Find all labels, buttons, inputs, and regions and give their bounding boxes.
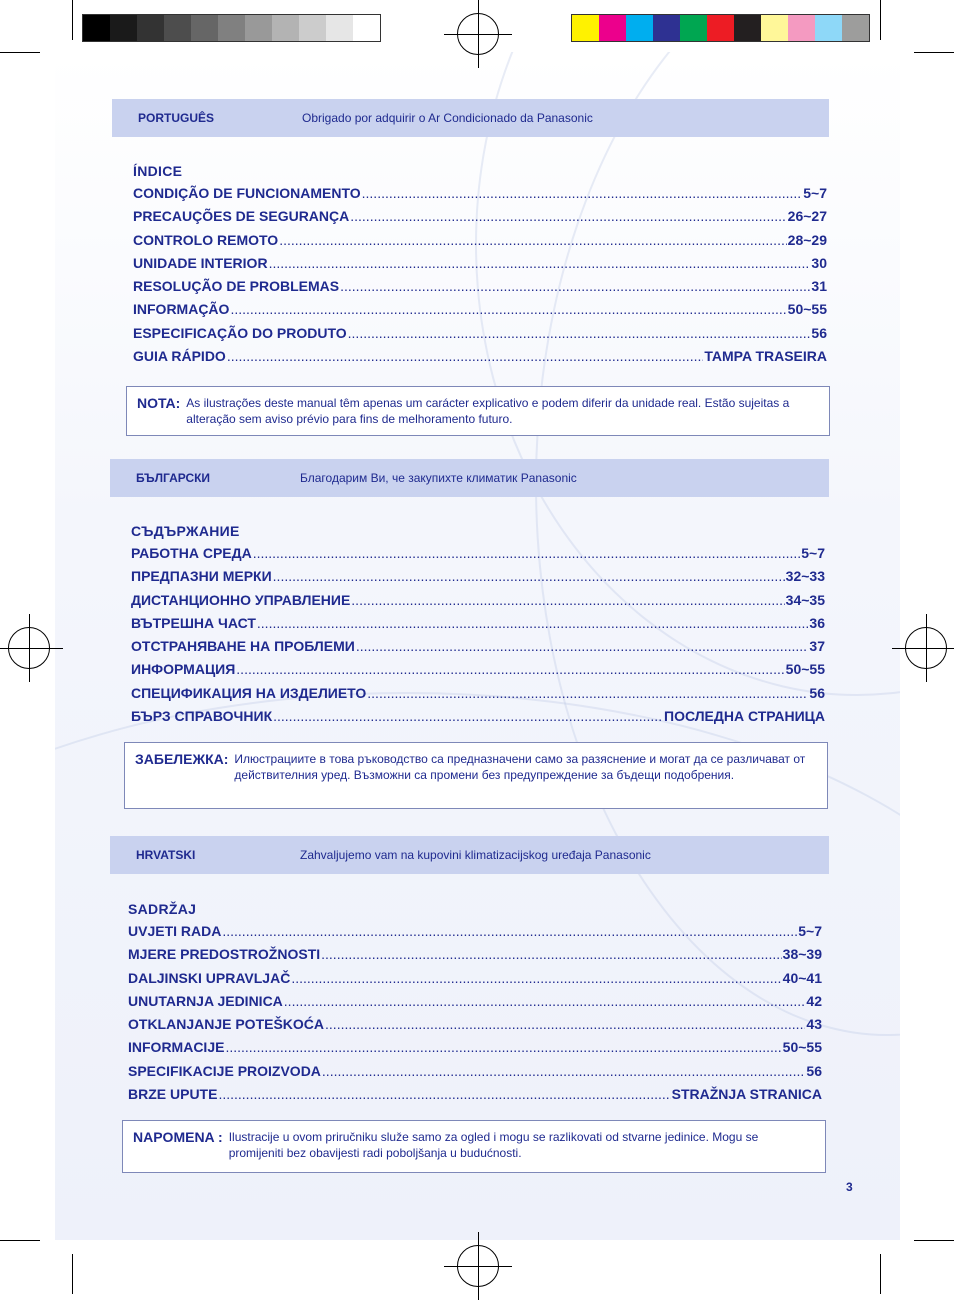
toc-entry[interactable]: [133, 301, 827, 324]
dot-leader: [230, 301, 786, 317]
color-swatch: [326, 15, 353, 41]
table-of-contents: [131, 523, 825, 731]
color-swatch: [680, 15, 707, 41]
color-swatch: [272, 15, 299, 41]
toc-entry-label: ИНФОРМАЦИЯ: [131, 661, 236, 678]
toc-entry[interactable]: [131, 615, 825, 638]
toc-title: SADRŽAJ: [128, 901, 197, 917]
toc-entry-label: DALJINSKI UPRAVLJAČ: [128, 969, 291, 986]
color-swatch: [653, 15, 680, 41]
toc-entry-label: MJERE PREDOSTROŽNOSTI: [128, 946, 321, 963]
toc-title: ÍNDICE: [133, 163, 183, 179]
toc-entry[interactable]: [133, 232, 827, 255]
note-label: ЗАБЕЛЕЖКА:: [135, 751, 229, 767]
toc-entry[interactable]: [133, 185, 827, 208]
dot-leader: [340, 278, 810, 294]
language-name: БЪЛГАРСКИ: [136, 471, 211, 485]
color-swatch: [572, 15, 599, 41]
dot-leader: [362, 185, 803, 201]
dot-leader: [227, 348, 704, 364]
dot-leader: [279, 232, 786, 248]
toc-entry-page: 50~55: [787, 301, 827, 318]
note-box: [126, 386, 830, 436]
color-swatch: [137, 15, 164, 41]
crop-mark: [880, 0, 881, 40]
toc-entry-page: 30: [811, 254, 827, 271]
note-text: Илюстрациите в това ръководство са предназначени само за разяснение и могат да се различават от действителния уред. Възможни са промени без предупреждение за бъдещи подобрения.: [234, 752, 806, 782]
language-header-band: [112, 99, 829, 137]
toc-entry-label: UVJETI RADA: [128, 923, 222, 939]
toc-entry-page: 43: [806, 1016, 822, 1033]
dot-leader: [367, 685, 808, 701]
toc-entry[interactable]: [131, 638, 825, 661]
toc-entry-label: UNIDADE INTERIOR: [133, 254, 268, 271]
color-swatch: [353, 15, 380, 41]
toc-entry[interactable]: [128, 1063, 822, 1086]
toc-entry-page: 56: [811, 324, 827, 341]
toc-entry-page: 40~41: [782, 969, 822, 986]
toc-entry-page: 31: [811, 278, 827, 295]
page-number: 3: [846, 1180, 853, 1194]
color-swatch: [626, 15, 653, 41]
toc-entry-page: 26~27: [787, 208, 827, 225]
toc-entry-label: SPECIFIKACIJE PROIZVODA: [128, 1062, 321, 1079]
toc-entry-label: CONTROLO REMOTO: [133, 231, 279, 248]
dot-leader: [356, 638, 809, 654]
registration-mark: [457, 1245, 499, 1287]
dot-leader: [222, 923, 797, 939]
toc-entry-page: 28~29: [787, 231, 827, 248]
color-swatch: [191, 15, 218, 41]
toc-title: СЪДЪРЖАНИЕ: [131, 523, 240, 539]
note-text: As ilustrações deste manual têm apenas um carácter explicativo e podem diferir da unidade real. Estão sujeitas a alteração sem aviso prévio para fins de melhoramento futuro.: [186, 396, 790, 426]
toc-entry-page: 50~55: [782, 1039, 822, 1056]
note-label: NOTA:: [137, 395, 181, 411]
toc-entry[interactable]: [128, 923, 822, 946]
toc-entry-label: UNUTARNJA JEDINICA: [128, 992, 283, 1009]
language-name: HRVATSKI: [136, 848, 196, 862]
dot-leader: [322, 1063, 806, 1079]
dot-leader: [273, 568, 785, 584]
toc-entry-page: 56: [809, 684, 825, 701]
color-swatch: [245, 15, 272, 41]
color-swatch: [788, 15, 815, 41]
toc-entry-label: ОТСТРАНЯВАНЕ НА ПРОБЛЕМИ: [131, 638, 355, 655]
color-swatch: [164, 15, 191, 41]
table-of-contents: [133, 163, 827, 371]
toc-entry-label: CONDIÇÃO DE FUNCIONAMENTO: [133, 185, 361, 201]
color-swatch: [299, 15, 326, 41]
toc-entry-page: 56: [806, 1062, 822, 1079]
toc-entry[interactable]: [133, 208, 827, 231]
dot-leader: [284, 993, 806, 1009]
color-swatch: [815, 15, 842, 41]
note-box: [122, 1120, 826, 1173]
dot-leader: [218, 1086, 670, 1102]
crop-mark: [0, 52, 40, 53]
crop-mark: [880, 1254, 881, 1294]
dot-leader: [291, 970, 781, 986]
toc-entry-page: 5~7: [801, 545, 825, 561]
toc-entry[interactable]: [133, 278, 827, 301]
toc-entry-label: ВЪТРЕШНА ЧАСТ: [131, 614, 256, 631]
registration-mark: [8, 627, 50, 669]
toc-entry[interactable]: [128, 993, 822, 1016]
dot-leader: [321, 946, 782, 962]
language-name: PORTUGUÊS: [138, 111, 215, 125]
registration-mark: [457, 13, 499, 55]
dot-leader: [236, 661, 784, 677]
toc-entry-page: 5~7: [798, 923, 822, 939]
color-swatch: [842, 15, 869, 41]
color-swatch: [218, 15, 245, 41]
toc-entry[interactable]: [131, 545, 825, 568]
toc-entry-page: STRAŽNJA STRANICA: [671, 1086, 822, 1103]
color-swatch: [110, 15, 137, 41]
toc-entry-label: СПЕЦИФИКАЦИЯ НА ИЗДЕЛИЕТО: [131, 684, 367, 701]
color-swatch: [707, 15, 734, 41]
toc-entry-label: PRECAUÇÕES DE SEGURANÇA: [133, 208, 350, 225]
thanks-message: Obrigado por adquirir o Ar Condicionado da Panasonic: [302, 111, 593, 125]
toc-entry[interactable]: [128, 1039, 822, 1062]
dot-leader: [273, 708, 663, 724]
toc-entry-page: 37: [809, 638, 825, 655]
note-box: [124, 742, 828, 809]
toc-entry[interactable]: [128, 946, 822, 969]
toc-entry-page: 38~39: [782, 946, 822, 963]
toc-entry-page: 36: [809, 614, 825, 631]
dot-leader: [350, 208, 786, 224]
toc-entry-page: 50~55: [785, 661, 825, 678]
dot-leader: [257, 615, 809, 631]
crop-mark: [72, 1254, 73, 1294]
toc-entry[interactable]: [133, 255, 827, 278]
toc-entry[interactable]: [131, 708, 825, 731]
dot-leader: [351, 592, 784, 608]
dot-leader: [225, 1039, 781, 1055]
grayscale-color-bar: [82, 14, 381, 42]
crop-mark: [914, 1240, 954, 1241]
toc-entry-label: ПРЕДПАЗНИ МЕРКИ: [131, 568, 272, 585]
toc-entry-label: РАБОТНА СРЕДА: [131, 545, 252, 561]
process-color-bar: [571, 14, 870, 42]
toc-entry-label: GUIA RÁPIDO: [133, 348, 226, 365]
toc-entry-label: ESPECIFICAÇÃO DO PRODUTO: [133, 324, 347, 341]
crop-mark: [72, 0, 73, 40]
language-header-band: [110, 836, 829, 874]
toc-entry-label: INFORMACIJE: [128, 1039, 225, 1056]
dot-leader: [269, 255, 811, 271]
toc-entry-page: 42: [806, 992, 822, 1009]
toc-entry[interactable]: [133, 325, 827, 348]
toc-entry-page: ПОСЛЕДНА СТРАНИЦА: [664, 708, 825, 725]
toc-entry-label: БЪРЗ СПРАВОЧНИК: [131, 708, 273, 725]
toc-entry[interactable]: [128, 1086, 822, 1109]
toc-entry-label: BRZE UPUTE: [128, 1086, 218, 1103]
language-header-band: [110, 459, 829, 497]
note-label: NAPOMENA :: [133, 1129, 223, 1145]
dot-leader: [348, 325, 811, 341]
toc-entry-page: 5~7: [803, 185, 827, 201]
note-text: Ilustracije u ovom priručniku služe samo za ogled i mogu se razlikovati od stvarne jedinice. Mogu se promijeniti bez obavijesti radi poboljšanja u budućnosti.: [228, 1130, 759, 1160]
thanks-message: Zahvaljujemo vam na kupovini klimatizacijskog uređaja Panasonic: [300, 848, 651, 862]
toc-entry-page: 32~33: [785, 568, 825, 585]
color-swatch: [734, 15, 761, 41]
color-swatch: [83, 15, 110, 41]
registration-mark: [905, 627, 947, 669]
dot-leader: [253, 545, 801, 561]
toc-entry[interactable]: [128, 970, 822, 993]
toc-entry[interactable]: [131, 568, 825, 591]
toc-entry[interactable]: [131, 685, 825, 708]
color-swatch: [761, 15, 788, 41]
toc-entry[interactable]: [131, 661, 825, 684]
color-swatch: [599, 15, 626, 41]
toc-entry-label: RESOLUÇÃO DE PROBLEMAS: [133, 278, 340, 295]
toc-entry[interactable]: [131, 592, 825, 615]
crop-mark: [914, 52, 954, 53]
toc-entry[interactable]: [133, 348, 827, 371]
thanks-message: Благодарим Ви, че закупихте климатик Panasonic: [300, 471, 577, 485]
toc-entry-page: TAMPA TRASEIRA: [704, 348, 827, 365]
crop-mark: [0, 1240, 40, 1241]
table-of-contents: [128, 901, 822, 1109]
toc-entry-page: 34~35: [785, 591, 825, 608]
dot-leader: [325, 1016, 805, 1032]
toc-entry-label: ДИСТАНЦИОННО УПРАВЛЕНИЕ: [131, 591, 351, 608]
toc-entry-label: INFORMAÇÃO: [133, 301, 230, 318]
toc-entry[interactable]: [128, 1016, 822, 1039]
toc-entry-label: OTKLANJANJE POTEŠKOĆA: [128, 1016, 325, 1033]
